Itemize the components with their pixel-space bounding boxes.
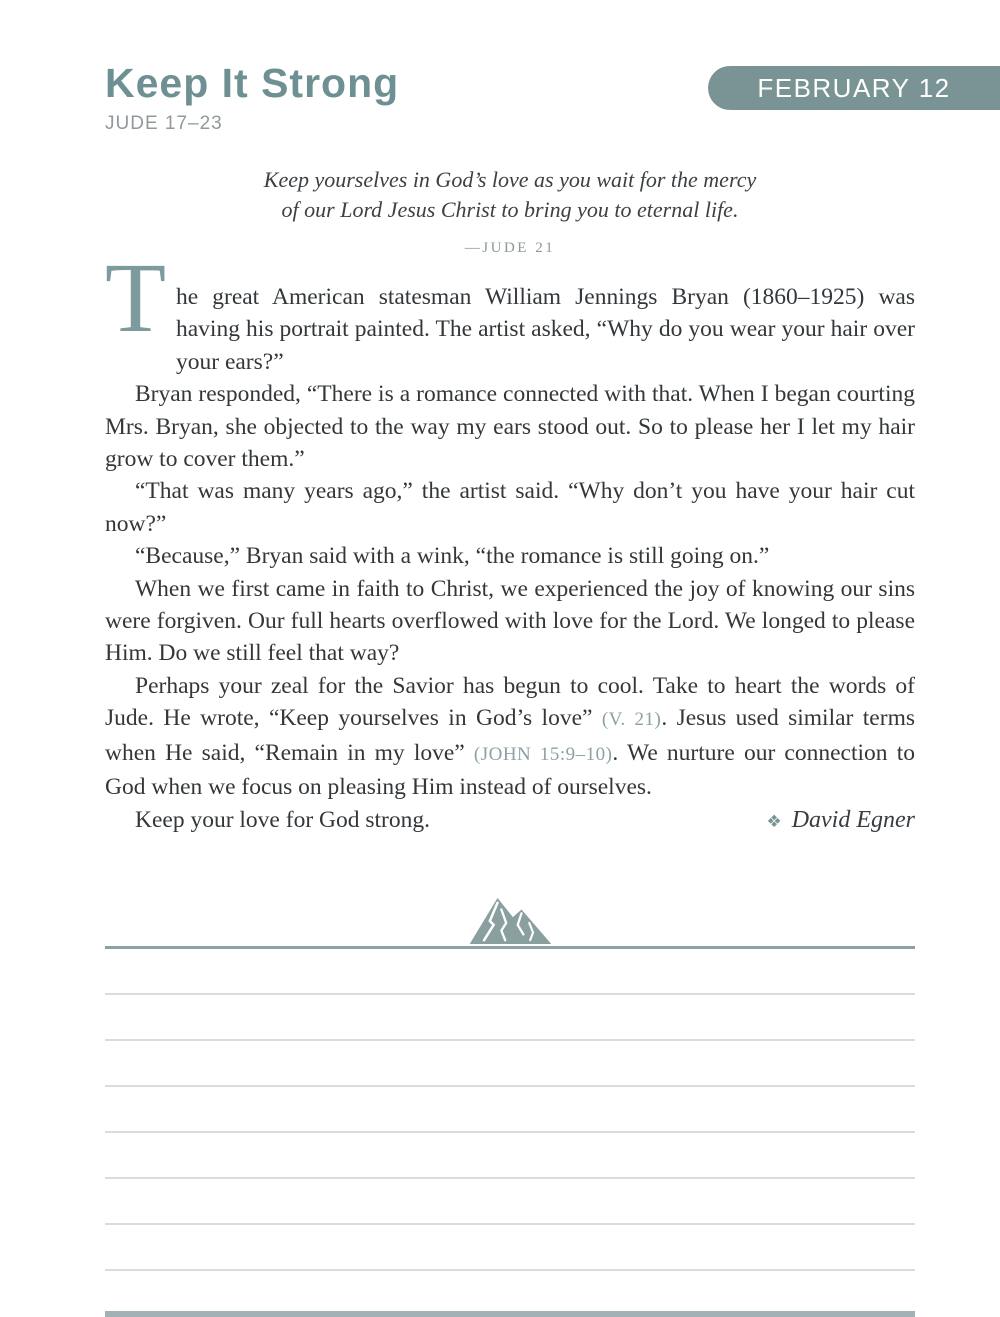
epigraph-line-1: Keep yourselves in God’s love as you wait for the mercy (263, 167, 757, 192)
journal-lines (105, 949, 915, 1271)
closing-line: Keep your love for God strong. (135, 806, 430, 833)
paragraph-text: he great American statesman William Jennings Bryan (1860–1925) was having his portrait painted. The artist asked, “Why do you wear your hair over your ears?” (176, 284, 915, 375)
date-badge: FEBRUARY 12 (708, 66, 1000, 110)
divider-line (105, 946, 915, 949)
closing-row (105, 804, 915, 838)
journal-line (105, 1179, 915, 1225)
scripture-ref: (JOHN 15:9–10) (473, 743, 613, 765)
author-name: David Egner (791, 806, 915, 833)
paragraph-text: . We nurture our connection to God when we focus on pleasing Him instead of ourselves. (105, 739, 915, 801)
mountain-icon (462, 896, 558, 946)
journal-line (105, 949, 915, 995)
drop-cap: T (105, 242, 167, 353)
paragraph (105, 670, 915, 804)
signature (766, 804, 915, 838)
paragraph: Bryan responded, “There is a romance connected with that. When I began courting Mrs. Bryan, she objected to the way my ears stood out. So to please her I let my hair grow to cover them.” (105, 381, 915, 473)
page-title: Keep It Strong (105, 60, 400, 106)
journal-line (105, 995, 915, 1041)
journal-line (105, 1133, 915, 1179)
bottom-rule (105, 1311, 915, 1317)
journal-line (105, 1087, 915, 1133)
paragraph: “That was many years ago,” the artist said. “Why don’t you have your hair cut now?” (105, 478, 915, 537)
epigraph (105, 165, 915, 257)
scripture-ref: (V. 21) (601, 709, 662, 731)
diamond-cluster-icon: ❖ (766, 811, 782, 832)
passage-reference: JUDE 17–23 (105, 113, 223, 134)
epigraph-line-2: of our Lord Jesus Christ to bring you to eternal life. (281, 197, 739, 222)
journal-line (105, 1041, 915, 1087)
paragraph: “Because,” Bryan said with a wink, “the romance is still going on.” (135, 543, 770, 570)
paragraph-text: Perhaps your zeal for the Savior has begun to cool. Take to heart the words of Jude. He wrote, “Keep yourselves in God’s love” (105, 672, 915, 732)
journal-line (105, 1225, 915, 1271)
epigraph-reference: —JUDE 21 (464, 240, 556, 256)
section-divider (105, 896, 915, 949)
paragraph: When we first came in faith to Christ, we experienced the joy of knowing our sins were forgiven. Our full hearts overflowed with love for the Lord. We longed to please Him. Do we still feel that way? (105, 575, 915, 667)
paragraph-text: . Jesus used similar terms when He said, “Remain in my love” (105, 705, 915, 766)
